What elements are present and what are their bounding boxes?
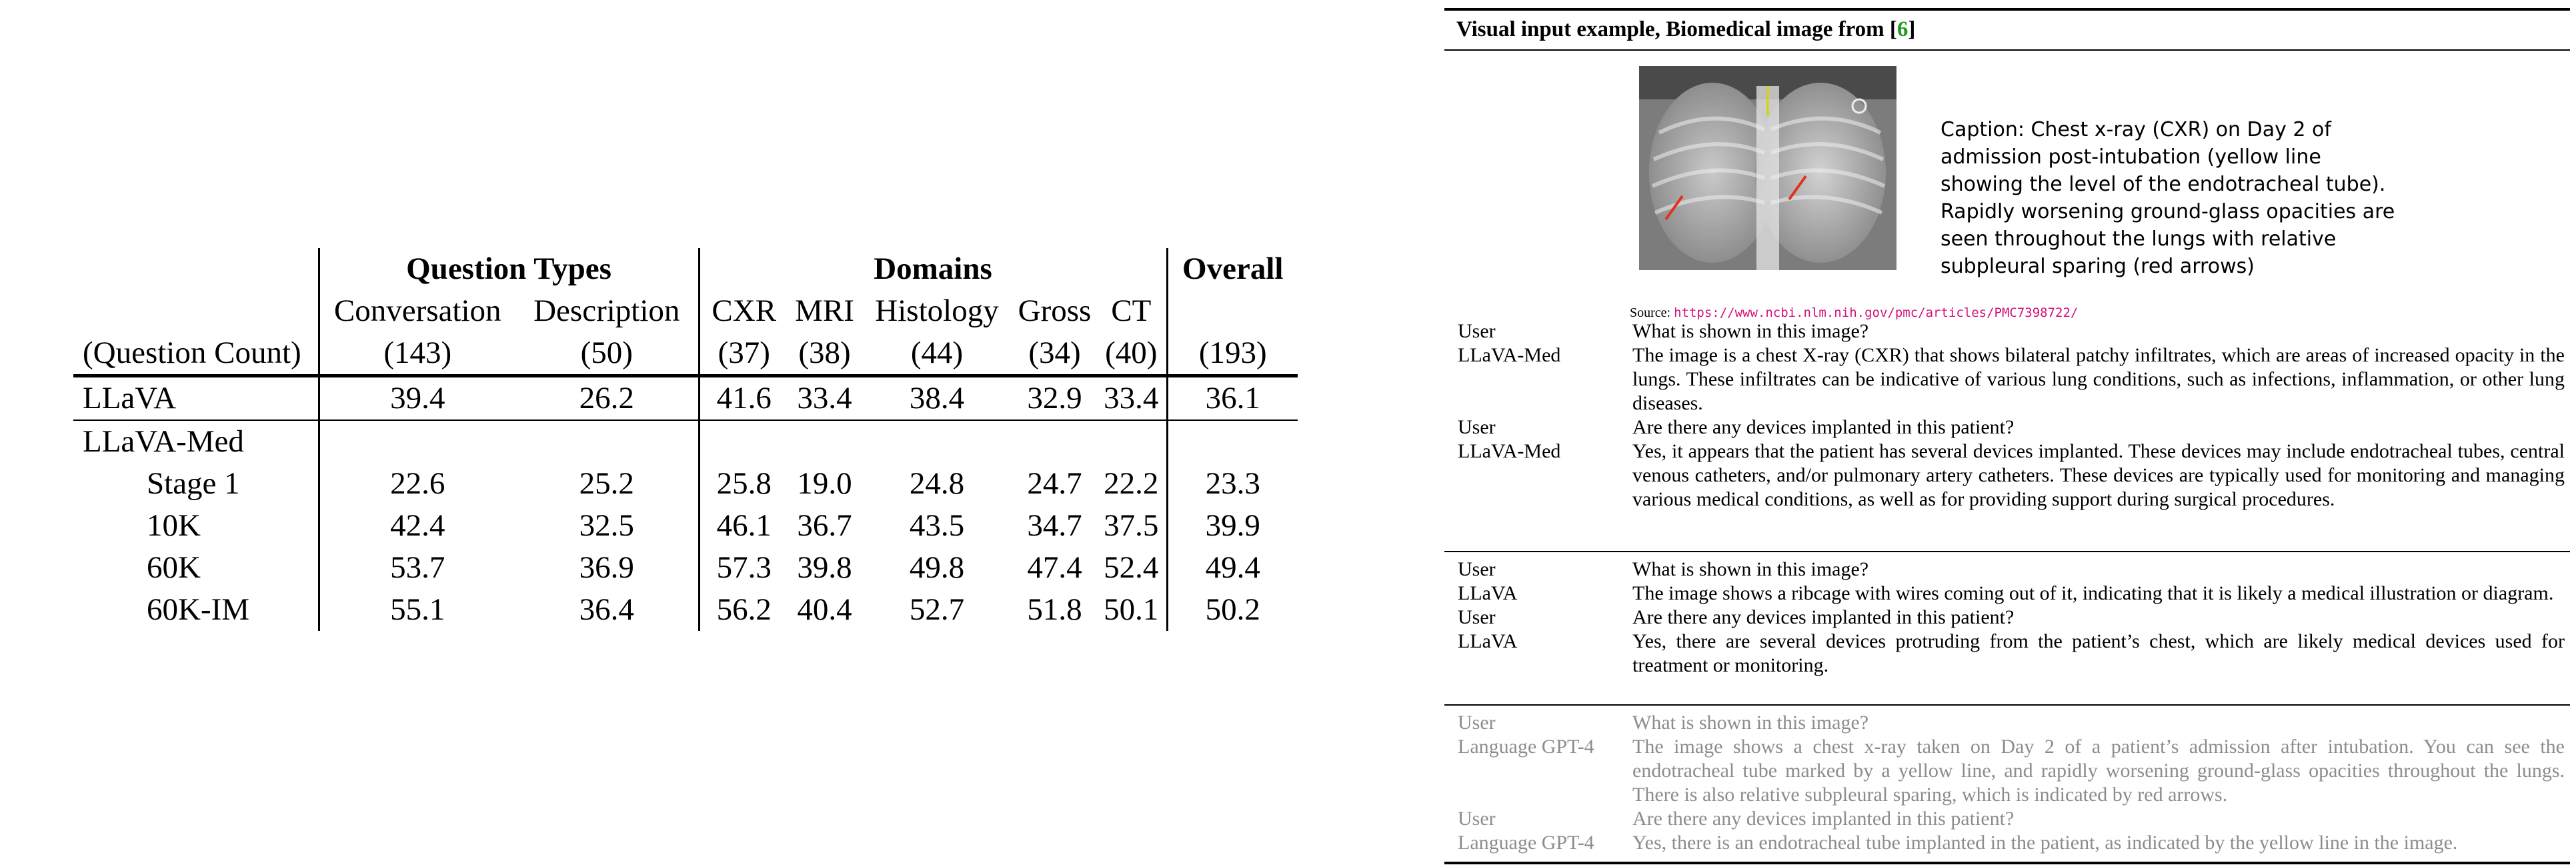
table-cell: 39.8 — [797, 550, 852, 585]
table-cell: 36.7 — [797, 508, 852, 543]
list-item — [1458, 343, 2565, 415]
speaker: LLaVA-Med — [1458, 344, 1561, 366]
table-cell: 37.5 — [1104, 508, 1159, 543]
table-cell: (38) — [798, 335, 851, 370]
list-item — [1458, 558, 2565, 582]
speaker: LLaVA — [1458, 582, 1518, 604]
speaker: User — [1458, 416, 1496, 438]
divider — [1444, 704, 2570, 706]
speaker: LLaVA — [1458, 630, 1518, 652]
row-label: 10K — [147, 508, 201, 543]
table-cell: (50) — [580, 335, 633, 370]
count-row — [73, 332, 1298, 376]
table-cell: 57.3 — [699, 547, 788, 589]
col-header: Gross — [1018, 293, 1092, 328]
table-cell: 32.5 — [579, 508, 634, 543]
table-cell: (193) — [1167, 332, 1298, 376]
table-cell: 22.2 — [1104, 466, 1159, 501]
list-item — [1458, 606, 2565, 630]
utterance: Are there any devices implanted in this patient? — [1632, 606, 2015, 628]
utterance: Are there any devices implanted in this patient? — [1632, 416, 2015, 438]
column-header-row — [73, 290, 1298, 332]
table-cell: (40) — [1105, 335, 1158, 370]
table-cell: 50.2 — [1167, 589, 1298, 631]
table-cell: 38.4 — [861, 376, 1013, 421]
speaker: User — [1458, 606, 1496, 628]
table-cell: 24.8 — [909, 466, 965, 501]
table-cell: 49.8 — [909, 550, 965, 585]
table-cell: (34) — [1028, 335, 1081, 370]
utterance: What is shown in this image? — [1632, 558, 1869, 580]
llava-conversation — [1458, 558, 2565, 678]
table-cell: 52.4 — [1104, 550, 1159, 585]
row-label: LLaVA-Med — [73, 420, 319, 463]
col-header: CT — [1111, 293, 1152, 328]
speaker: User — [1458, 712, 1496, 734]
row-label: 60K — [147, 550, 201, 585]
list-item — [1458, 630, 2565, 678]
llava-med-group-row — [73, 420, 1298, 463]
table-cell: 56.2 — [699, 589, 788, 631]
list-item — [1458, 582, 2565, 606]
list-item — [1458, 415, 2565, 440]
table-cell: 36.4 — [579, 592, 634, 627]
table-cell: 25.8 — [699, 463, 788, 505]
gpt4-conversation — [1458, 711, 2565, 855]
utterance: The image shows a ribcage with wires coming out of it, indicating that it is likely a medical illustration or diagram. — [1632, 582, 2554, 604]
table-cell: 40.4 — [797, 592, 852, 627]
table-cell: 39.9 — [1167, 505, 1298, 547]
table-cell: 50.1 — [1104, 592, 1159, 627]
table-cell: 55.1 — [319, 589, 515, 631]
speaker: LLaVA-Med — [1458, 440, 1561, 462]
chest-xray-graphic — [1639, 66, 1896, 270]
table-cell: 36.9 — [579, 550, 634, 585]
source-url-link[interactable]: https://www.ncbi.nlm.nih.gov/pmc/articles/PMC7398722/ — [1674, 305, 2079, 320]
table-cell: 24.7 — [1027, 466, 1082, 501]
utterance: The image is a chest X-ray (CXR) that shows bilateral patchy infiltrates, which are areas of increased opacity in the lungs. These infiltrates can be indicative of various lung conditions, such as infections, inflammation, or other lung diseases. — [1632, 344, 2565, 414]
table-cell: 33.4 — [788, 376, 861, 421]
image-source: Source: https://www.ncbi.nlm.nih.gov/pmc/articles/PMC7398722/ — [1630, 305, 2079, 320]
table-cell: 49.4 — [1167, 547, 1298, 589]
utterance: The image shows a chest x-ray taken on Day 2 of a patient’s admission after intubation. You can see the endotracheal tube marked by a yellow line, and rapidly worsening ground-glass opacities throughout the lungs. There is also relative subpleural sparing, which is indicated by red arrows. — [1632, 736, 2565, 806]
row-label: 60K-IM — [147, 592, 250, 627]
col-header: Histology — [875, 293, 999, 328]
utterance: Yes, there are several devices protruding from the patient’s chest, which are likely medical devices used for treatment or monitoring. — [1632, 630, 2565, 676]
table-cell: 51.8 — [1027, 592, 1082, 627]
table-cell: 46.1 — [699, 505, 788, 547]
utterance: What is shown in this image? — [1632, 712, 1869, 734]
table-cell: 39.4 — [319, 376, 515, 421]
llava-row — [73, 376, 1298, 421]
group-header-row — [73, 248, 1298, 290]
group-domains: Domains — [699, 248, 1167, 290]
speaker: Language GPT-4 — [1458, 736, 1594, 758]
citation-link[interactable]: 6 — [1896, 17, 1908, 41]
table-cell: 26.2 — [515, 376, 699, 421]
table-cell: 41.6 — [699, 376, 788, 421]
divider — [1444, 551, 2570, 552]
table-cell: 43.5 — [909, 508, 965, 543]
speaker: User — [1458, 808, 1496, 830]
list-item — [1458, 807, 2565, 831]
utterance: Are there any devices implanted in this patient? — [1632, 808, 2015, 830]
table-cell: 25.2 — [579, 466, 634, 501]
table-cell: 32.9 — [1013, 376, 1096, 421]
col-header: Description — [533, 293, 680, 328]
col-header: Conversation — [319, 290, 515, 332]
utterance: Yes, there is an endotracheal tube implanted in the patient, as indicated by the yellow line in the image. — [1632, 832, 2458, 854]
table-cell: 34.7 — [1027, 508, 1082, 543]
list-item — [1458, 319, 2565, 343]
utterance: What is shown in this image? — [1632, 320, 1869, 342]
table-row — [73, 589, 1298, 631]
row-label: Stage 1 — [147, 466, 240, 501]
image-caption: Caption: Chest x-ray (CXR) on Day 2 of admission post-intubation (yellow line showing the level of the endotracheal tube). Rapidly worsening ground-glass opacities are seen throughout the lungs with relative subpleural sparing (red arrows) — [1941, 118, 2395, 278]
results-table — [73, 248, 1298, 631]
divider — [1444, 49, 2570, 51]
table-cell: 52.7 — [909, 592, 965, 627]
visual-example-panel — [1444, 8, 2570, 864]
row-label: (Question Count) — [83, 335, 301, 370]
llava-med-conversation — [1458, 319, 2565, 512]
table-cell: 36.1 — [1167, 376, 1298, 421]
table-cell: (37) — [699, 332, 788, 376]
speaker: User — [1458, 320, 1496, 342]
table-cell: 42.4 — [319, 505, 515, 547]
list-item — [1458, 711, 2565, 735]
table-cell: 53.7 — [319, 547, 515, 589]
table-cell: 47.4 — [1027, 550, 1082, 585]
table-cell: (143) — [319, 332, 515, 376]
table-cell: 22.6 — [319, 463, 515, 505]
list-item — [1458, 440, 2565, 512]
col-header: MRI — [795, 293, 854, 328]
list-item — [1458, 831, 2565, 855]
group-question-types: Question Types — [319, 248, 699, 290]
panel-title: Visual input example, Biomedical image from [6] — [1456, 17, 1916, 41]
table-cell: 33.4 — [1096, 376, 1167, 421]
table-cell: 19.0 — [797, 466, 852, 501]
speaker: User — [1458, 558, 1496, 580]
table-row — [73, 463, 1298, 505]
table-row — [73, 547, 1298, 589]
row-label: LLaVA — [73, 376, 319, 421]
table-cell: (44) — [910, 335, 964, 370]
list-item — [1458, 735, 2565, 807]
group-overall: Overall — [1167, 248, 1298, 290]
col-header: CXR — [699, 290, 788, 332]
chest-xray-image — [1639, 66, 1896, 270]
table-row — [73, 505, 1298, 547]
table-cell: 23.3 — [1167, 463, 1298, 505]
utterance: Yes, it appears that the patient has several devices implanted. These devices may include endotracheal tubes, central venous catheters, and/or pulmonary artery catheters. These devices are typically used for monitoring and managing various medical conditions, as well as for providing support during surgical procedures. — [1632, 440, 2565, 510]
speaker: Language GPT-4 — [1458, 832, 1594, 854]
